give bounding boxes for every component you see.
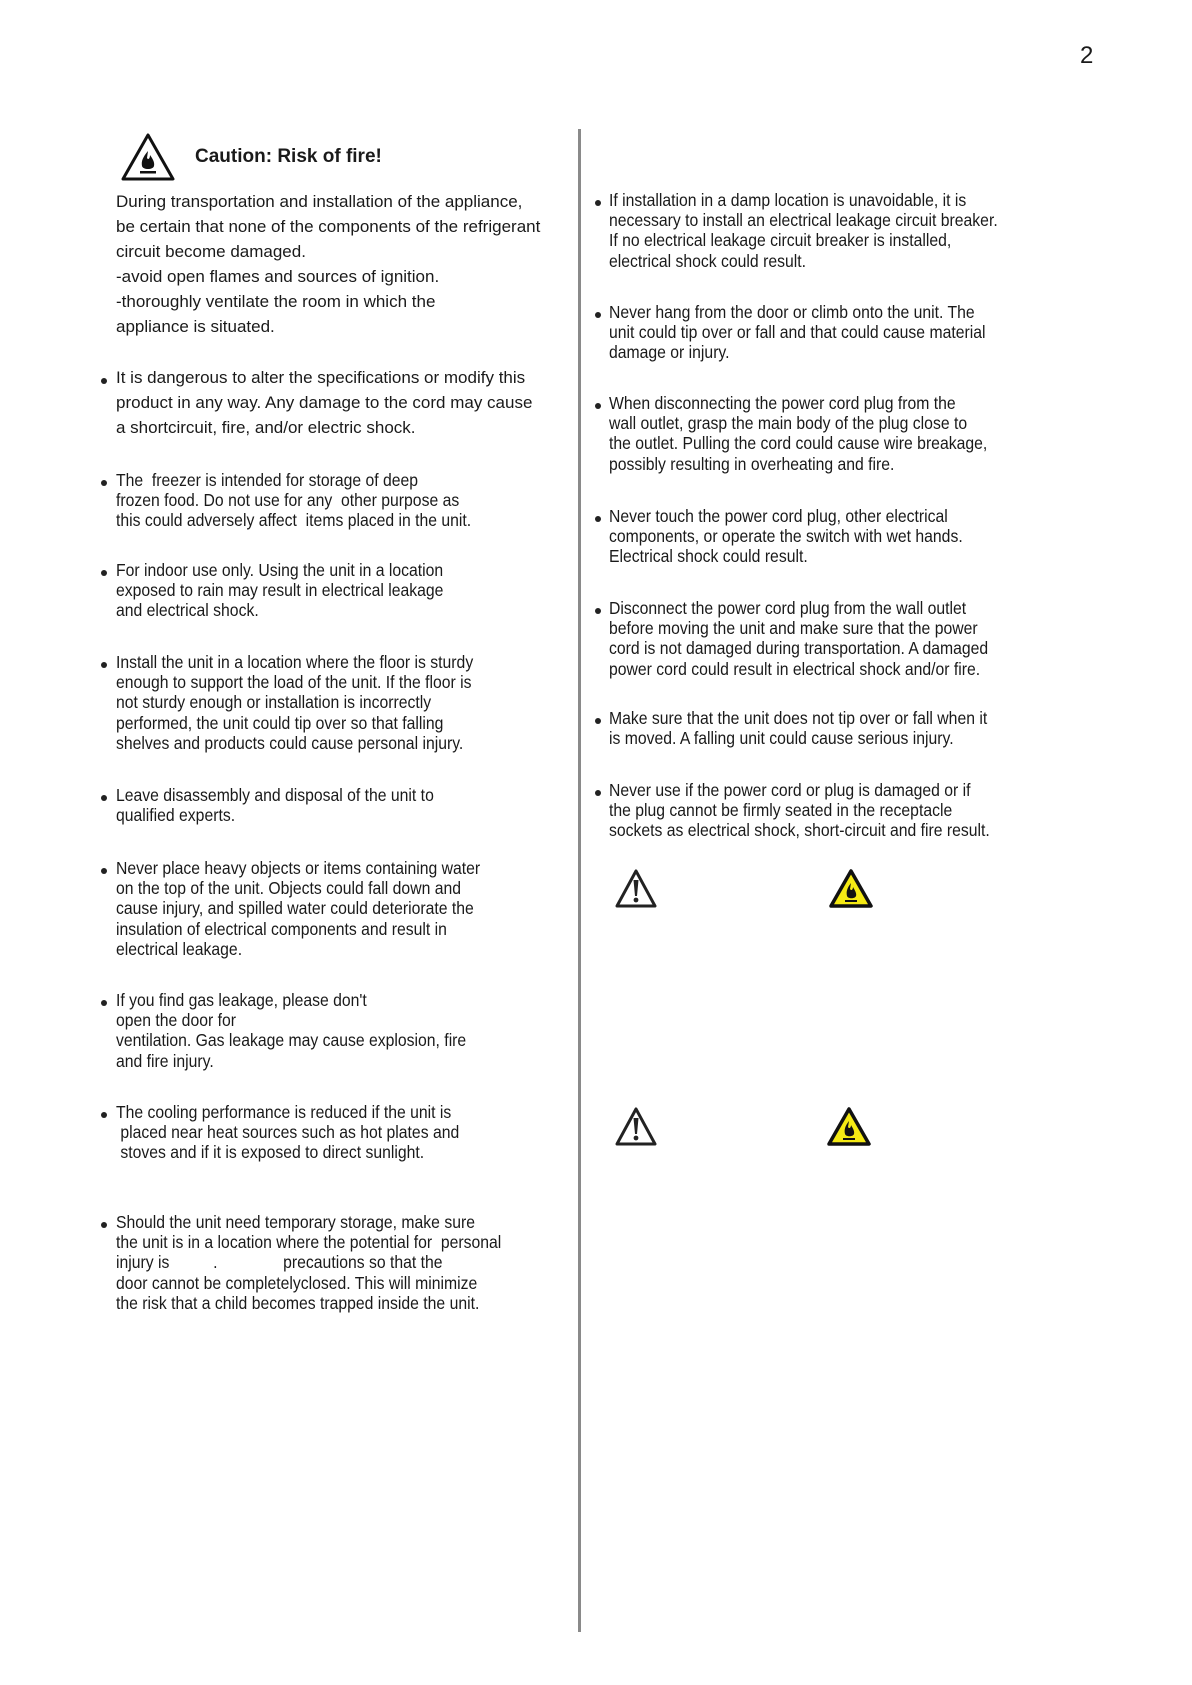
bullet-text-line: unit could tip over or fall and that could cause material: [609, 322, 986, 343]
bullet-text-line: insulation of electrical components and result in: [116, 918, 447, 939]
bullet-text-line: damage or injury.: [609, 342, 730, 363]
page-number: 2: [1080, 42, 1094, 69]
bullet-text-line: exposed to rain may result in electrical leakage: [116, 580, 444, 601]
bullet-text-line: electrical leakage.: [116, 938, 243, 959]
bullet-dot: [101, 795, 107, 801]
bullet-text-line: Never hang from the door or climb onto the unit. The: [609, 302, 975, 322]
bullet-text-line: qualified experts.: [116, 805, 236, 826]
bullet-dot: [595, 403, 601, 409]
bullet-dot: [101, 662, 107, 668]
caution-intro-line: appliance is situated.: [116, 317, 275, 336]
bullet-text-line: the unit is in a location where the potential for personal: [116, 1232, 502, 1253]
bullet-text-line: on the top of the unit. Objects could fall down and: [116, 878, 461, 899]
caution-intro-line: During transportation and installation of the appliance,: [116, 192, 523, 211]
bullet-text-line: power cord could result in electrical shock and/or fire.: [609, 658, 981, 679]
bullet-text-line: placed near heat sources such as hot plates and: [116, 1122, 460, 1143]
bullet-text-line: performed, the unit could tip over so that falling: [116, 712, 444, 733]
bullet-dot: [101, 378, 107, 384]
caution-heading: Caution: Risk of fire!: [195, 146, 382, 167]
bullet-text-line: not sturdy enough or installation is incorrectly: [116, 692, 432, 713]
bullet-text-line: open the door for: [116, 1010, 236, 1031]
bullet-dot: [101, 1112, 107, 1118]
bullet-dot: [101, 868, 107, 874]
bullet-text-line: Should the unit need temporary storage, make sure: [116, 1212, 475, 1232]
bullet-text-line: frozen food. Do not use for any other purpose as: [116, 490, 460, 511]
bullet-dot: [101, 1000, 107, 1006]
bullet-text-line: If you find gas leakage, please don't: [116, 990, 367, 1010]
flammable-warning-icon: [826, 1106, 872, 1148]
bullet-text-line: the plug cannot be firmly seated in the receptacle: [609, 800, 953, 821]
bullet-dot: [595, 790, 601, 796]
bullet-text-line: and electrical shock.: [116, 600, 259, 621]
bullet-text-line: Make sure that the unit does not tip over or fall when it: [609, 708, 988, 728]
bullet-text-line: door cannot be completelyclosed. This will minimize: [116, 1272, 478, 1293]
caution-intro-line: circuit become damaged.: [116, 242, 306, 261]
bullet-text-line: The cooling performance is reduced if the unit is: [116, 1102, 452, 1122]
flammable-warning-icon: [828, 868, 874, 910]
caution-intro-line: be certain that none of the components of the refrigerant: [116, 217, 541, 236]
bullet-text-line: If no electrical leakage circuit breaker is installed,: [609, 230, 952, 251]
bullet-text-line: It is dangerous to alter the specifications or modify this: [116, 368, 526, 387]
fire-warning-icon: [119, 131, 177, 183]
exclamation-warning-icon: [614, 868, 658, 910]
caution-intro-line: -avoid open flames and sources of ignition.: [116, 267, 440, 286]
bullet-dot: [595, 608, 601, 614]
bullet-text-line: Leave disassembly and disposal of the unit to: [116, 785, 434, 805]
bullet-dot: [595, 312, 601, 318]
bullet-text-line: ventilation. Gas leakage may cause explosion, fire: [116, 1030, 467, 1051]
bullet-text-line: Never touch the power cord plug, other electrical: [609, 506, 948, 526]
bullet-dot: [101, 480, 107, 486]
bullet-text-line: The freezer is intended for storage of deep: [116, 470, 419, 490]
bullet-text-line: cause injury, and spilled water could deteriorate the: [116, 898, 474, 919]
bullet-text-line: is moved. A falling unit could cause serious injury.: [609, 728, 954, 749]
bullet-text-line: shelves and products could cause personal injury.: [116, 732, 464, 753]
bullet-text-line: and fire injury.: [116, 1050, 214, 1071]
bullet-text-line: the outlet. Pulling the cord could cause wire breakage,: [609, 433, 988, 454]
bullet-text-line: enough to support the load of the unit. If the floor is: [116, 672, 472, 693]
exclamation-warning-icon: [614, 1106, 658, 1148]
bullet-text-line: possibly resulting in overheating and fire.: [609, 453, 895, 474]
bullet-text-line: Electrical shock could result.: [609, 546, 808, 567]
bullet-text-line: before moving the unit and make sure that the power: [609, 618, 978, 639]
bullet-text-line: wall outlet, grasp the main body of the plug close to: [609, 413, 968, 434]
bullet-text-line: electrical shock could result.: [609, 250, 806, 271]
bullet-text-line: injury is . precautions so that the: [116, 1252, 443, 1273]
bullet-dot: [101, 570, 107, 576]
bullet-dot: [101, 1222, 107, 1228]
bullet-text-line: components, or operate the switch with wet hands.: [609, 526, 963, 547]
bullet-text-line: cord is not damaged during transportation. A damaged: [609, 638, 989, 659]
bullet-text-line: Never use if the power cord or plug is damaged or if: [609, 780, 971, 800]
column-divider: [578, 129, 581, 1632]
bullet-text-line: the risk that a child becomes trapped inside the unit.: [116, 1292, 480, 1313]
bullet-text-line: necessary to install an electrical leakage circuit breaker.: [609, 210, 998, 231]
bullet-text-line: a shortcircuit, fire, and/or electric shock.: [116, 418, 416, 437]
bullet-dot: [595, 718, 601, 724]
bullet-text-line: When disconnecting the power cord plug from the: [609, 393, 956, 413]
bullet-dot: [595, 516, 601, 522]
bullet-text-line: product in any way. Any damage to the cord may cause: [116, 393, 533, 412]
bullet-text-line: Never place heavy objects or items containing water: [116, 858, 481, 878]
caution-intro-line: -thoroughly ventilate the room in which the: [116, 292, 436, 311]
bullet-dot: [595, 200, 601, 206]
bullet-text-line: this could adversely affect items placed in the unit.: [116, 510, 472, 531]
bullet-text-line: For indoor use only. Using the unit in a location: [116, 560, 444, 580]
bullet-text-line: Install the unit in a location where the floor is sturdy: [116, 652, 474, 672]
bullet-text-line: sockets as electrical shock, short-circuit and fire result.: [609, 820, 990, 841]
bullet-text-line: stoves and if it is exposed to direct sunlight.: [116, 1142, 425, 1163]
bullet-text-line: Disconnect the power cord plug from the wall outlet: [609, 598, 967, 618]
bullet-text-line: If installation in a damp location is unavoidable, it is: [609, 190, 967, 210]
